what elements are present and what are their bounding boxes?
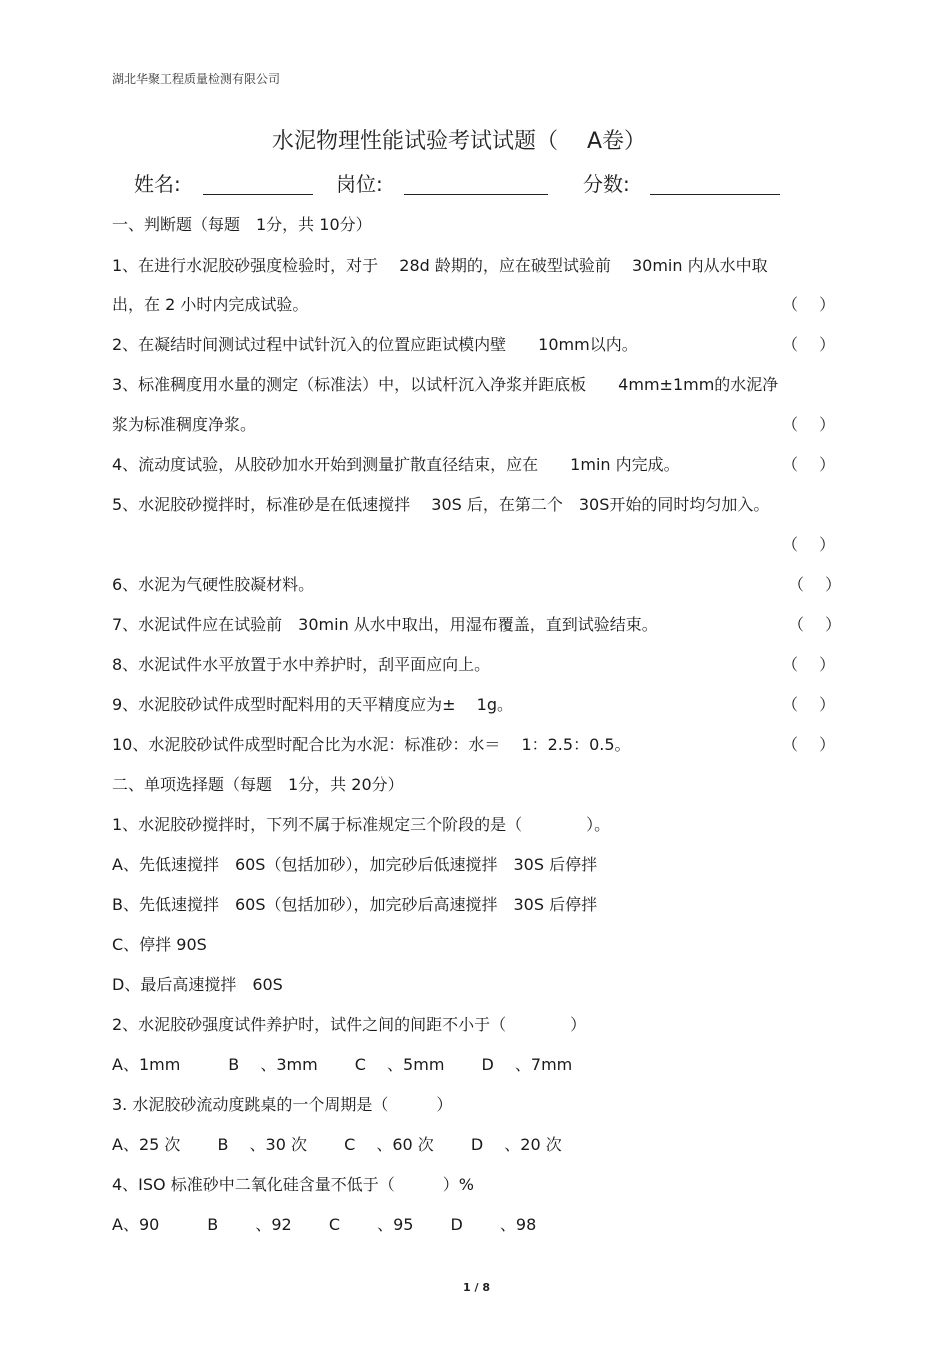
answer-paren-1: （ ） [782, 295, 836, 314]
mc-question-3-options: A、25 次 B 、30 次 C 、60 次 D 、20 次 [112, 1135, 562, 1154]
page-number: 1 / 8 [463, 1281, 490, 1294]
mc-question-1: 1、水泥胶砂搅拌时，下列不属于标准规定三个阶段的是（ ）。 [112, 815, 611, 834]
question-5: 5、水泥胶砂搅拌时，标准砂是在低速搅拌 30S 后，在第二个 30S开始的同时均匀加入。 [112, 495, 770, 514]
mc-question-4-options: A、90 B 、92 C 、95 D 、98 [112, 1215, 537, 1234]
section1-heading: 一、判断题（每题 1分，共 10分） [112, 215, 372, 234]
mc-question-1-option-c: C、停拌 90S [112, 935, 207, 954]
mc-question-4: 4、ISO 标准砂中二氧化硅含量不低于（ ）% [112, 1175, 474, 1194]
answer-paren-4: （ ） [782, 455, 836, 474]
score-blank [650, 194, 780, 195]
answer-paren-2: （ ） [782, 335, 836, 354]
mc-question-1-option-a: A、先低速搅拌 60S（包括加砂），加完砂后低速搅拌 30S 后停拌 [112, 855, 598, 874]
question-4: 4、流动度试验，从胶砂加水开始到测量扩散直径结束，应在 1min 内完成。 [112, 455, 680, 474]
answer-paren-5: （ ） [782, 535, 836, 554]
question-10: 10、水泥胶砂试件成型时配合比为水泥：标准砂：水＝ 1：2.5：0.5。 [112, 735, 631, 754]
company-header: 湖北华聚工程质量检测有限公司 [112, 72, 281, 86]
question-6: 6、水泥为气硬性胶凝材料。 [112, 575, 315, 594]
question-2: 2、在凝结时间测试过程中试针沉入的位置应距试模内壁 10mm以内。 [112, 335, 638, 354]
answer-paren-8: （ ） [782, 655, 836, 674]
mc-question-2-options: A、1mm B 、3mm C 、5mm D 、7mm [112, 1055, 573, 1074]
question-8: 8、水泥试件水平放置于水中养护时，刮平面应向上。 [112, 655, 491, 674]
question-7: 7、水泥试件应在试验前 30min 从水中取出，用湿布覆盖，直到试验结束。 [112, 615, 658, 634]
question-3-line2: 浆为标准稠度净浆。 [112, 415, 257, 434]
name-blank [203, 194, 313, 195]
answer-paren-6: （ ） [788, 575, 842, 594]
mc-question-1-option-d: D、最后高速搅拌 60S [112, 975, 283, 994]
answer-paren-3: （ ） [782, 415, 836, 434]
post-label: 岗位: [336, 172, 383, 196]
post-blank [404, 194, 548, 195]
answer-paren-10: （ ） [782, 735, 836, 754]
question-3-line1: 3、标准稠度用水量的测定（标准法）中，以试杆沉入净浆并距底板 4mm±1mm的水泥净 [112, 375, 779, 394]
mc-question-2: 2、水泥胶砂强度试件养护时，试件之间的间距不小于（ ） [112, 1015, 587, 1034]
exam-title: 水泥物理性能试验考试试题（ A卷） [272, 129, 647, 154]
mc-question-3: 3. 水泥胶砂流动度跳桌的一个周期是（ ） [112, 1095, 453, 1114]
section2-heading: 二、单项选择题（每题 1分，共 20分） [112, 775, 404, 794]
question-9: 9、水泥胶砂试件成型时配料用的天平精度应为± 1g。 [112, 695, 514, 714]
question-1-line2: 出，在 2 小时内完成试验。 [112, 295, 309, 314]
answer-paren-9: （ ） [782, 695, 836, 714]
name-label: 姓名: [134, 172, 181, 196]
question-1-line1: 1、在进行水泥胶砂强度检验时，对于 28d 龄期的，应在破型试验前 30min 内从水中取 [112, 256, 768, 275]
score-label: 分数: [583, 172, 630, 196]
answer-paren-7: （ ） [788, 615, 842, 634]
mc-question-1-option-b: B、先低速搅拌 60S（包括加砂），加完砂后高速搅拌 30S 后停拌 [112, 895, 598, 914]
